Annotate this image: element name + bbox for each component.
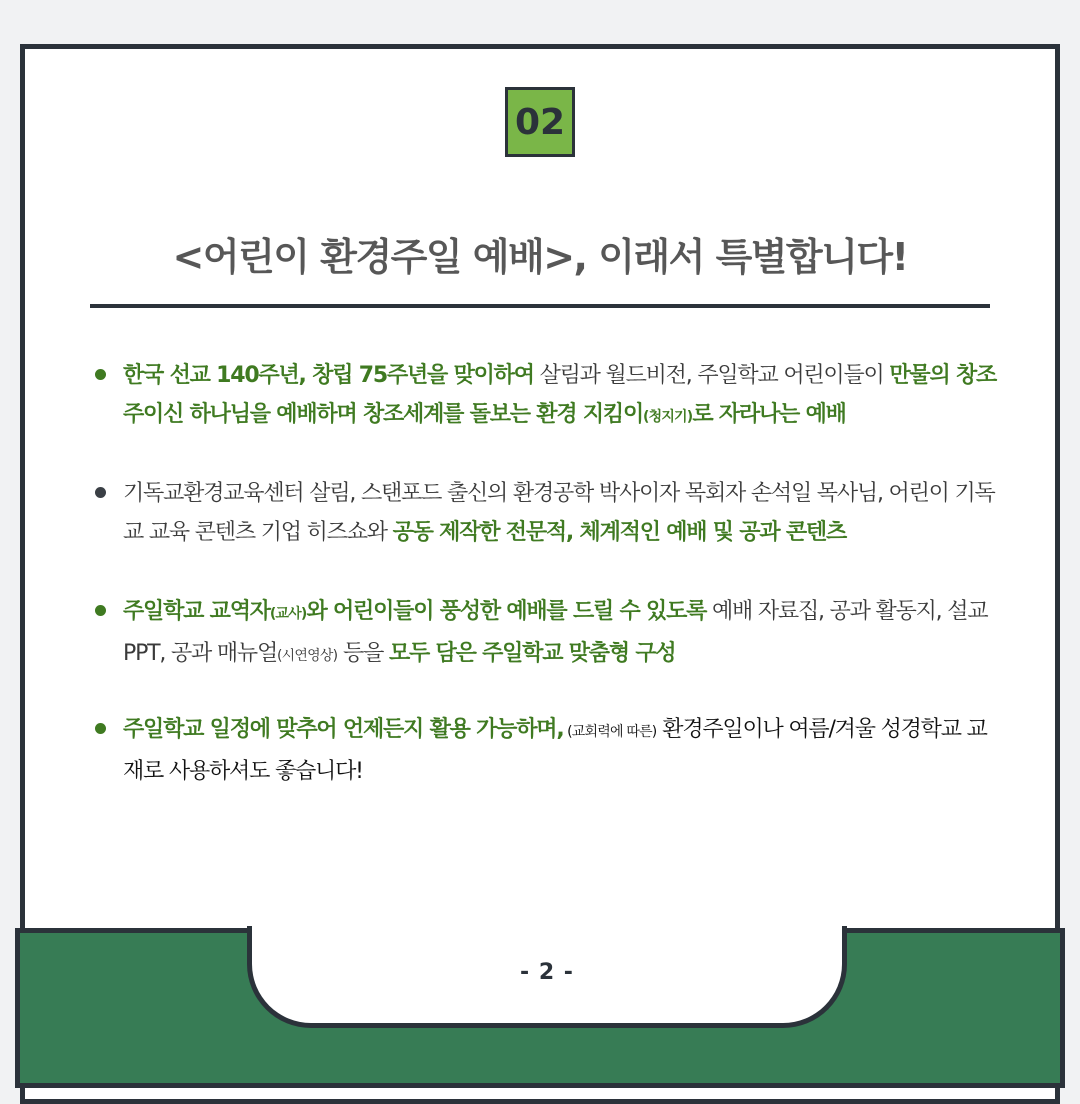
- section-number-badge: 02: [505, 87, 575, 157]
- text-segment: 주일학교 일정에 맞추어 언제든지 활용 가능하며,: [123, 717, 564, 742]
- text-segment: 기독교환경교육센터 살림, 스탠포드 출신의 환경공학 박사이자 목회자 손석일 목사님, 어린이 기독교 교육 콘텐츠 기업 히즈쇼와: [123, 481, 995, 545]
- text-segment: 환경주일이나 여름/겨울 성경학교 교재로 사용하셔도 좋습니다!: [123, 717, 987, 784]
- page-number: - 2 -: [520, 960, 574, 985]
- text-segment: 공동 제작한 전문적, 체계적인 예배 및 공과 콘텐츠: [392, 520, 847, 545]
- text-segment: (교회력에 따른): [563, 724, 657, 740]
- feature-item-3: [90, 592, 1000, 670]
- feature-list: [90, 356, 1000, 788]
- text-segment: (시연영상): [277, 648, 338, 664]
- title-divider: [90, 304, 990, 308]
- feature-item-2: [90, 474, 1000, 552]
- text-segment: 예배 자료집, 공과 활동지, 설교 PPT, 공과 매뉴얼: [123, 599, 988, 666]
- text-segment: 만물의 창조주이신 하나님을 예배하며 창조세계를 돌보는 환경 지킴이: [123, 363, 997, 427]
- text-segment: 와 어린이들이 풍성한 예배를 드릴 수 있도록: [306, 599, 707, 624]
- text-segment: 살림과 월드비전, 주일학교 어린이들이: [533, 363, 890, 388]
- feature-item-4: [90, 710, 1000, 788]
- text-segment: 로 자라나는 예배: [692, 402, 846, 427]
- feature-item-2-text: [123, 481, 995, 545]
- page-title: <어린이 환경주일 예배>, 이래서 특별합니다!: [172, 235, 908, 279]
- text-segment: (청지기): [643, 409, 693, 425]
- text-segment: 모두 담은 주일학교 맞춤형 구성: [388, 641, 676, 666]
- bullet-dot-icon: [95, 605, 106, 616]
- text-segment: 등을: [337, 641, 389, 666]
- feature-item-1-text: [123, 363, 996, 427]
- text-segment: 한국 선교 140주년, 창립 75주년을 맞이하여: [123, 363, 534, 388]
- bullet-dot-icon: [95, 487, 106, 498]
- feature-item-4-text: [123, 717, 987, 784]
- text-segment: (교사): [269, 606, 307, 622]
- feature-item-3-text: [123, 599, 987, 666]
- feature-item-1: [90, 356, 1000, 434]
- bullet-dot-icon: [95, 723, 106, 734]
- bullet-dot-icon: [95, 369, 106, 380]
- text-segment: 주일학교 교역자: [123, 599, 270, 624]
